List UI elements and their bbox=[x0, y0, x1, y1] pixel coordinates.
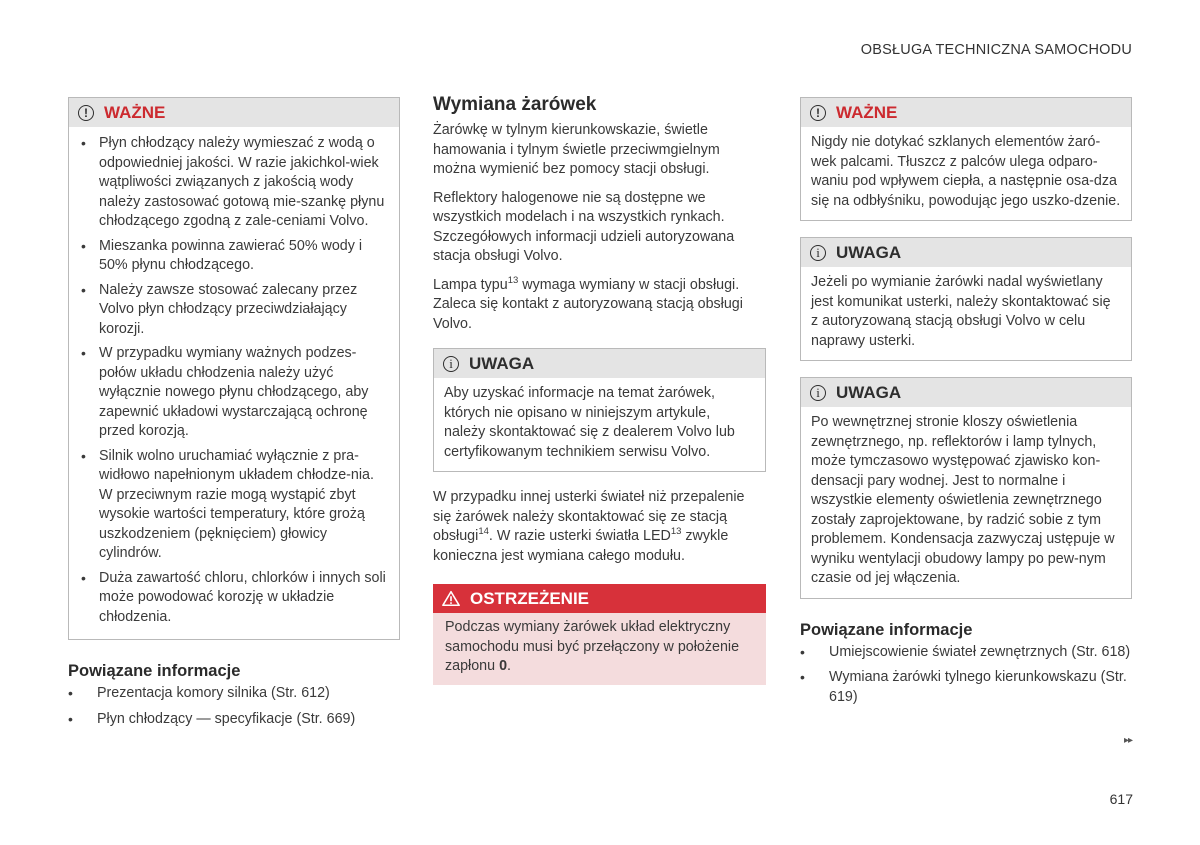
related-link[interactable]: • Umiejscowienie świateł zewnętrznych (Str. 618) bbox=[800, 643, 1132, 663]
important-title: WAŻNE bbox=[836, 102, 898, 122]
related-link[interactable]: • Wymiana żarówki tylnego kierunkowskazu (Str. 619) bbox=[800, 668, 1132, 707]
related-list bbox=[800, 643, 1132, 708]
ignition-position: 0 bbox=[499, 658, 508, 674]
related-link[interactable]: • Płyn chłodzący — specyfikacje (Str. 669) bbox=[68, 710, 400, 730]
important-box-body bbox=[69, 127, 399, 639]
list-item: • Duża zawartość chloru, chlorków i innych soli może powodować korozję w układzie chłodzenia. bbox=[69, 569, 389, 628]
section-title: Wymiana żarówek bbox=[433, 94, 597, 115]
list-item: • Silnik wolno uruchamiać wyłącznie z pra-widłowo napełnionym układem chłodze-nia. W przeciwnym razie mogą wystąpić zbyt wysokie wartości temperatury, które grożą uszkodzeniem (pęknięciem) głowicy cylindrów. bbox=[69, 447, 389, 564]
paragraph: Żarówkę w tylnym kierunkowskazie, świetle hamowania i tylnym świetle przeciwmgielnym można wymienić bez pomocy stacji obsługi. bbox=[433, 122, 720, 177]
important-box-header bbox=[801, 98, 1131, 127]
important-list bbox=[69, 134, 389, 627]
note-box-header bbox=[434, 349, 765, 378]
important-box bbox=[800, 97, 1132, 221]
note-box-body: Aby uzyskać informacje na temat żarówek, których nie opisano w niniejszym artykule, należy skontaktować się z dealerem Volvo lub certyfikowanym technikiem serwisu Volvo. bbox=[444, 385, 735, 460]
continue-arrow-icon: ▸▸ bbox=[1123, 735, 1132, 746]
note-box-header bbox=[801, 238, 1131, 267]
section-header: OBSŁUGA TECHNICZNA SAMOCHODU bbox=[860, 42, 1132, 58]
related-list bbox=[68, 684, 400, 729]
warning-triangle-icon bbox=[442, 590, 460, 607]
note-title: UWAGA bbox=[836, 242, 902, 262]
column-middle bbox=[433, 94, 766, 701]
column-left bbox=[68, 97, 400, 735]
note-box-body: Jeżeli po wymianie żarówki nadal wyświetlany jest komunikat usterki, należy skontaktować się z autoryzowaną stacją obsługi Volvo w celu naprawy usterki. bbox=[811, 274, 1111, 349]
list-item: • W przypadku wymiany ważnych podzes-połów układu chłodzenia należy użyć wyłącznie nowego płynu chłodzącego, aby zapewnić układowi wystarczającą ochronę przed korozją. bbox=[69, 344, 389, 442]
paragraph bbox=[433, 488, 766, 566]
note-box bbox=[800, 377, 1132, 599]
paragraph bbox=[433, 276, 766, 335]
list-item: • Należy zawsze stosować zalecany przez Volvo płyn chłodzący przeciwdziałający korozji. bbox=[69, 281, 389, 340]
text-run: wymaga wymiany w stacji obsługi. Zaleca się kontakt z autoryzowaną stacją obsługi Volvo. bbox=[433, 276, 743, 332]
page-number: 617 bbox=[1109, 791, 1133, 807]
warning-title: OSTRZEŻENIE bbox=[470, 588, 590, 608]
note-title: UWAGA bbox=[836, 382, 902, 402]
info-circle-icon: i bbox=[443, 356, 459, 372]
note-box-header bbox=[801, 378, 1131, 407]
text-run: Podczas wymiany żarówek układ elektryczny samochodu musi być przełączony w położenie zapłonu bbox=[445, 619, 740, 674]
important-box bbox=[68, 97, 400, 640]
text-run: . bbox=[507, 658, 511, 674]
warning-box bbox=[433, 584, 766, 685]
related-info-title: Powiązane informacje bbox=[800, 620, 973, 639]
column-right bbox=[800, 97, 1132, 713]
text-run: . W razie usterki światła LED bbox=[488, 528, 671, 544]
paragraph: Reflektory halogenowe nie są dostępne we wszystkich modelach i na wszystkich rynkach. Szczegółowych informacji udzieli autoryzowana stacja obsługi Volvo. bbox=[433, 189, 735, 264]
note-title: UWAGA bbox=[469, 353, 535, 373]
list-item: • Mieszanka powinna zawierać 50% wody i 50% płynu chłodzącego. bbox=[69, 237, 389, 276]
text-run: W przypadku innej usterki świateł niż przepalenie się żarówek należy skontaktować się ze stacją obsługi bbox=[433, 489, 745, 544]
warning-box-body bbox=[433, 613, 766, 685]
footnote-ref: 13 bbox=[507, 274, 519, 286]
text-run: Lampa typu bbox=[433, 276, 508, 293]
related-info-title: Powiązane informacje bbox=[68, 662, 241, 680]
warning-box-header bbox=[433, 584, 766, 613]
text-run: zwykle konieczna jest wymiana całego modułu. bbox=[433, 528, 729, 564]
exclamation-circle-icon: ! bbox=[78, 105, 94, 121]
footnote-ref: 14 bbox=[478, 526, 489, 538]
footnote-ref: 13 bbox=[670, 526, 682, 538]
info-circle-icon: i bbox=[810, 245, 826, 261]
note-box bbox=[433, 348, 766, 472]
related-link[interactable]: • Prezentacja komory silnika (Str. 612) bbox=[68, 684, 400, 704]
note-box-body: Po wewnętrznej stronie kloszy oświetlenia zewnętrznego, np. reflektorów i lamp tylnych, może tymczasowo występować zjawisko kon-densacji pary wodnej. Jest to normalne i wszystkie elementy oświetlenia zewnętrznego zostały zaprojektowane, by radzić sobie z tym problemem. Kondensacja zazwyczaj ustępuje w wyniku wentylacji obudowy lampy po pew-nym czasie od jej włączenia. bbox=[811, 414, 1115, 586]
important-box-header bbox=[69, 98, 399, 127]
info-circle-icon: i bbox=[810, 385, 826, 401]
list-item: • Płyn chłodzący należy wymieszać z wodą o odpowiedniej jakości. W razie jakichkol-wiek wątpliwości związanych z jakością wody należy zastosować gotową mie-szankę płynu chłodzącego zgodną z zale-ceniami Volvo. bbox=[69, 134, 389, 232]
important-box-body: Nigdy nie dotykać szklanych elementów żaró-wek palcami. Tłuszcz z palców ulega odparo-waniu pod wpływem ciepła, a następnie osa-dza się na odbłyśniku, powodując jego uszko-dzenie. bbox=[811, 134, 1121, 209]
note-box bbox=[800, 237, 1132, 361]
exclamation-circle-icon: ! bbox=[810, 105, 826, 121]
important-title: WAŻNE bbox=[104, 102, 166, 122]
